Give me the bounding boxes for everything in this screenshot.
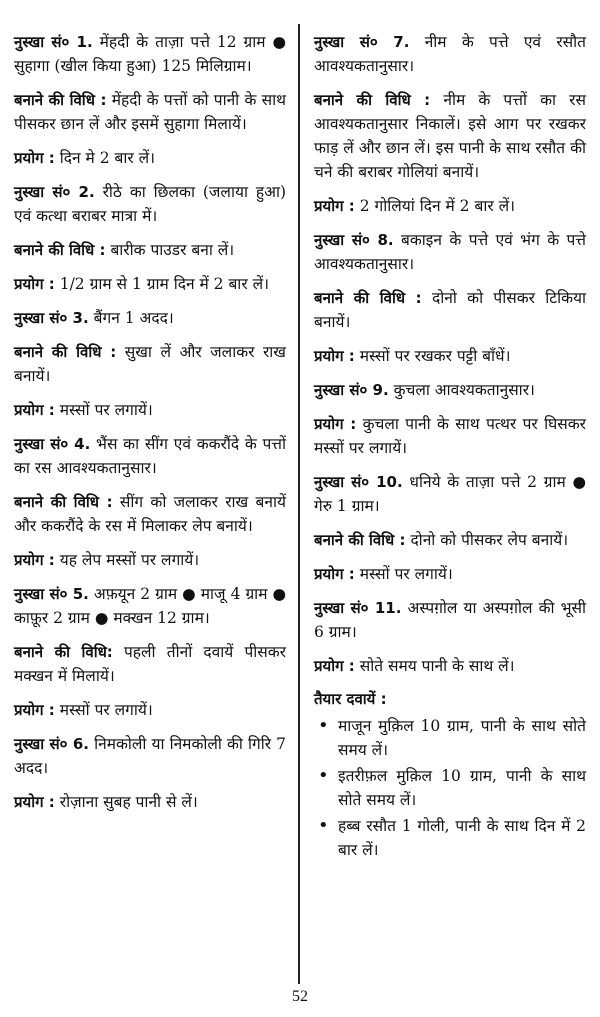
paragraph xyxy=(14,340,286,388)
paragraph-text: मस्सों पर लगायें। xyxy=(54,401,153,419)
paragraph-text: मस्सों पर लगायें। xyxy=(354,565,453,583)
paragraph-label: प्रयोग : xyxy=(14,551,55,569)
paragraph-text: बकाइन के पत्ते एवं भंग के पत्ते आवश्यकतानुसार। xyxy=(314,231,587,273)
paragraph xyxy=(314,528,586,552)
paragraph-label: बनाने की विधि : xyxy=(314,91,431,109)
paragraph-text: अफ़यून 2 ग्राम ● माजू 4 ग्राम ● काफ़ूर 2 ग्राम ● मक्खन 12 ग्राम। xyxy=(14,585,286,627)
paragraph-label: प्रयोग : xyxy=(314,197,355,215)
paragraph xyxy=(14,490,286,538)
paragraph-label: नुस्खा सं० 11. xyxy=(314,599,402,617)
paragraph-text: यह लेप मस्सों पर लगायें। xyxy=(54,551,200,569)
paragraph-text: सींग को जलाकर राख बनायें और ककरौंदे के रस में मिलाकर लेप बनायें। xyxy=(14,493,286,535)
paragraph-text: दिन मे 2 बार लें। xyxy=(54,149,155,167)
paragraph xyxy=(314,378,586,402)
paragraph xyxy=(14,432,286,480)
paragraph xyxy=(14,790,286,814)
paragraph-text: धनिये के ताज़ा पत्ते 2 ग्राम ● गेरु 1 ग्राम। xyxy=(314,473,587,515)
paragraph xyxy=(14,30,286,78)
paragraph-label: प्रयोग : xyxy=(14,401,55,419)
ready-medicines-list xyxy=(314,714,586,862)
paragraph-label: प्रयोग : xyxy=(14,701,55,719)
paragraph xyxy=(314,286,586,334)
paragraph-text: भैंस का सींग एवं ककरौंदे के पत्तों का रस आवश्यकतानुसार। xyxy=(14,435,286,477)
paragraph xyxy=(314,30,586,78)
paragraph xyxy=(14,272,286,296)
ready-medicines-heading: तैयार दवायें : xyxy=(314,690,387,708)
paragraph xyxy=(314,596,586,644)
paragraph-text: बैंगन 1 अदद। xyxy=(88,309,174,327)
paragraph-label: प्रयोग : xyxy=(314,565,355,583)
paragraph xyxy=(314,562,586,586)
medicine-item: • हब्ब रसौत 1 गोली, पानी के साथ दिन में 2 बार लें। xyxy=(314,814,586,862)
paragraph-label: बनाने की विधि : xyxy=(314,531,406,549)
paragraph-label: प्रयोग : xyxy=(14,275,55,293)
paragraph-label: बनाने की विधि : xyxy=(14,493,113,511)
paragraph-label: नुस्खा सं० 6. xyxy=(14,735,89,753)
paragraph-label: नुस्खा सं० 10. xyxy=(314,473,403,491)
paragraph-text: दोनो को पीसकर टिकिया बनायें। xyxy=(314,289,586,331)
paragraph-label: प्रयोग : xyxy=(14,793,55,811)
paragraph-label: बनाने की विधि: xyxy=(14,643,113,661)
paragraph-text: कुचला आवश्यकतानुसार। xyxy=(388,381,535,399)
paragraph-text: निमकोली या निमकोली की गिरि 7 अदद। xyxy=(14,735,287,777)
medicine-item: • इतरीफ़ल मुक़िल 10 ग्राम, पानी के साथ सोते समय लें। xyxy=(314,764,586,812)
paragraph-text: 2 गोलियां दिन में 2 बार लें। xyxy=(354,197,515,215)
paragraph xyxy=(14,146,286,170)
paragraph-text: सोते समय पानी के साथ लें। xyxy=(354,657,515,675)
paragraph xyxy=(314,88,586,184)
right-column xyxy=(314,30,586,864)
paragraph xyxy=(14,732,286,780)
paragraph-label: बनाने की विधि : xyxy=(314,289,422,307)
paragraph-text: नीम के पत्ते एवं रसौत आवश्यकतानुसार। xyxy=(314,33,586,75)
paragraph-text: रोज़ाना सुबह पानी से लें। xyxy=(54,793,198,811)
paragraph-text: मस्सों पर लगायें। xyxy=(54,701,153,719)
paragraph-label: बनाने की विधि : xyxy=(14,241,106,259)
paragraph xyxy=(14,698,286,722)
paragraph-text: अस्पग़ोल या अस्पग़ोल की भूसी 6 ग्राम। xyxy=(314,599,586,641)
paragraph-label: नुस्खा सं० 7. xyxy=(314,33,410,51)
paragraph xyxy=(14,640,286,688)
paragraph-label: बनाने की विधि : xyxy=(14,91,107,109)
paragraph-text: मेंहदी के पत्तों को पानी के साथ पीसकर छान लें और इसमें सुहागा मिलायें। xyxy=(14,91,286,133)
paragraph-label: नुस्खा सं० 9. xyxy=(314,381,389,399)
paragraph-text: कुचला पानी के साथ पत्थर पर घिसकर मस्सों पर लगायें। xyxy=(314,415,586,457)
paragraph xyxy=(314,654,586,678)
left-column xyxy=(14,30,286,824)
paragraph-text: नीम के पत्तों का रस आवश्यकतानुसार निकालें। इसे आग पर रखकर फाड़ लें और छान लें। इस पानी के साथ रसौत की चने की बराबर गोलियां बनायें। xyxy=(314,91,586,181)
paragraph-label: नुस्खा सं० 4. xyxy=(14,435,91,453)
paragraph-text: रीठे का छिलका (जलाया हुआ) एवं कत्था बराबर मात्रा में। xyxy=(14,183,286,225)
medicine-item: • माजून मुक़िल 10 ग्राम, पानी के साथ सोते समय लें। xyxy=(314,714,586,762)
paragraph xyxy=(314,412,586,460)
paragraph-label: नुस्खा सं० 1. xyxy=(14,33,93,51)
paragraph xyxy=(14,306,286,330)
paragraph-text: पहली तीनों दवायें पीसकर मक्खन में मिलायें। xyxy=(14,643,286,685)
right-paragraphs xyxy=(314,30,586,678)
paragraph xyxy=(14,88,286,136)
paragraph xyxy=(14,582,286,630)
paragraph xyxy=(314,228,586,276)
column-divider xyxy=(298,24,300,984)
paragraph-text: दोनो को पीसकर लेप बनायें। xyxy=(405,531,569,549)
paragraph-label: नुस्खा सं० 3. xyxy=(14,309,89,327)
paragraph-label: बनाने की विधि : xyxy=(14,343,117,361)
paragraph xyxy=(314,344,586,368)
paragraph-text: मस्सों पर रखकर पट्टी बाँधें। xyxy=(354,347,511,365)
paragraph-label: प्रयोग : xyxy=(314,657,355,675)
paragraph xyxy=(14,548,286,572)
paragraph-label: नुस्खा सं० 5. xyxy=(14,585,89,603)
paragraph-label: प्रयोग : xyxy=(314,415,357,433)
paragraph xyxy=(314,194,586,218)
paragraph-text: 1/2 ग्राम से 1 ग्राम दिन में 2 बार लें। xyxy=(54,275,269,293)
paragraph-text: बारीक पाउडर बना लें। xyxy=(105,241,235,259)
paragraph-text: सुखा लें और जलाकर राख बनायें। xyxy=(14,343,286,385)
paragraph xyxy=(14,398,286,422)
paragraph xyxy=(314,470,586,518)
page-number: 52 xyxy=(292,988,308,1005)
paragraph-text: मेंहदी के ताज़ा पत्ते 12 ग्राम ● सुहागा (खील किया हुआ) 125 मिलिग्राम। xyxy=(14,33,287,75)
paragraph xyxy=(14,238,286,262)
paragraph xyxy=(14,180,286,228)
paragraph-label: प्रयोग : xyxy=(314,347,355,365)
paragraph-label: नुस्खा सं० 8. xyxy=(314,231,394,249)
paragraph-label: नुस्खा सं० 2. xyxy=(14,183,95,201)
paragraph-label: प्रयोग : xyxy=(14,149,55,167)
